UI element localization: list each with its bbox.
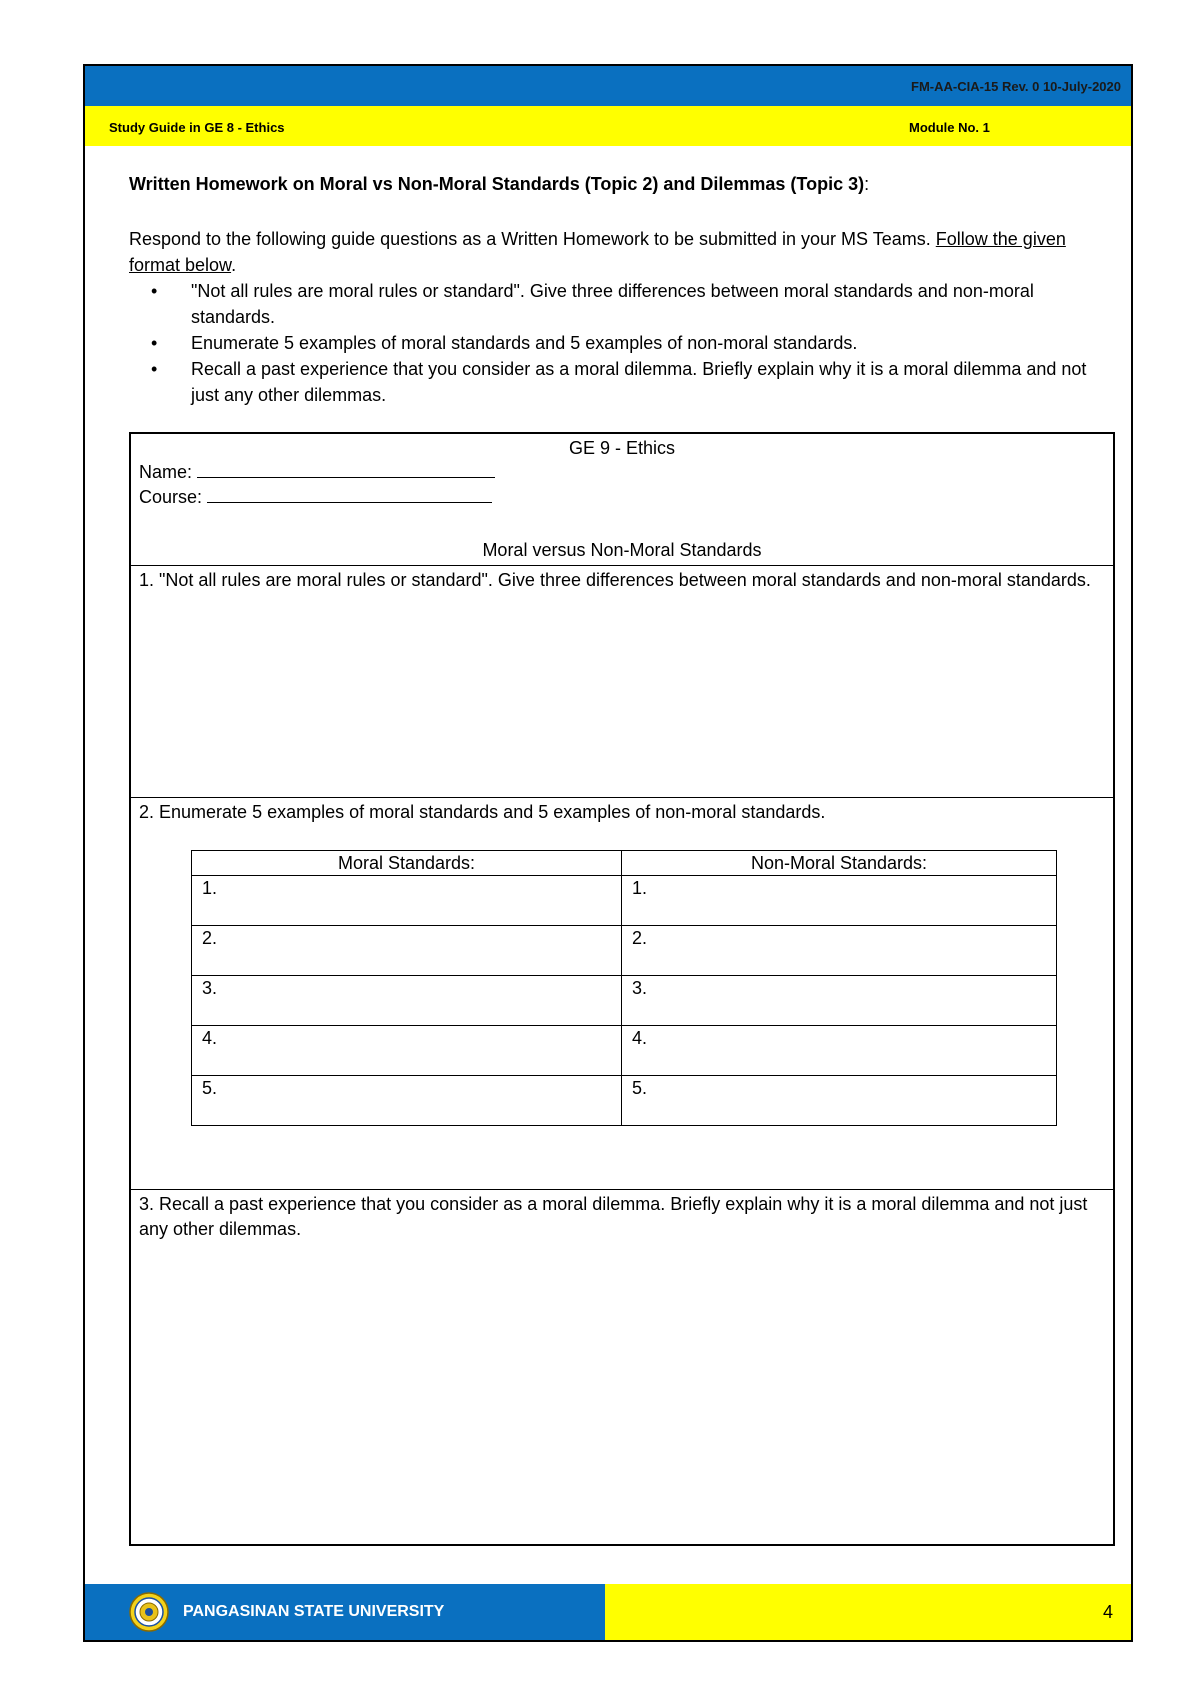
footer bbox=[85, 1584, 1131, 1640]
table-row bbox=[192, 1076, 1057, 1126]
course-title: GE 9 - Ethics bbox=[568, 438, 676, 458]
non-moral-cell[interactable]: 3. bbox=[622, 976, 1057, 1026]
non-moral-cell[interactable]: 1. bbox=[622, 876, 1057, 926]
question-3-box[interactable] bbox=[131, 1190, 1113, 1544]
homework-instructions bbox=[129, 226, 1089, 408]
list-item: • Enumerate 5 examples of moral standards and 5 examples of non-moral standards. bbox=[129, 330, 1089, 356]
moral-cell[interactable]: 5. bbox=[192, 1076, 622, 1126]
guide-questions-list bbox=[129, 278, 1089, 408]
study-guide-title: Study Guide in GE 8 - Ethics bbox=[109, 120, 285, 135]
bullet-icon: • bbox=[151, 359, 158, 379]
instructions-paragraph: Respond to the following guide questions as a Written Homework to be submitted in your MS Teams. Follow the given format below. bbox=[129, 229, 1066, 275]
footer-blue-band bbox=[85, 1584, 605, 1640]
bullet-icon: • bbox=[151, 281, 158, 301]
standards-table bbox=[191, 850, 1057, 1126]
question-1-text: 1. "Not all rules are moral rules or standard". Give three differences between moral standards and non-moral standards. bbox=[139, 570, 1091, 590]
non-moral-cell[interactable]: 4. bbox=[622, 1026, 1057, 1076]
homework-title: Written Homework on Moral vs Non-Moral Standards (Topic 2) and Dilemmas (Topic 3): bbox=[129, 174, 870, 194]
form-code: FM-AA-CIA-15 Rev. 0 10-July-2020 bbox=[911, 79, 1121, 94]
moral-cell[interactable]: 4. bbox=[192, 1026, 622, 1076]
moral-cell[interactable]: 1. bbox=[192, 876, 622, 926]
section-title: Moral versus Non-Moral Standards bbox=[482, 540, 762, 560]
footer-yellow-band bbox=[605, 1584, 1131, 1640]
document-page bbox=[83, 64, 1133, 1642]
bullet-icon: • bbox=[151, 333, 158, 353]
list-item: • Recall a past experience that you consider as a moral dilemma. Briefly explain why it is a moral dilemma and not just any other dilemmas. bbox=[129, 356, 1089, 408]
name-field[interactable]: Name: bbox=[139, 462, 495, 483]
non-moral-cell[interactable]: 2. bbox=[622, 926, 1057, 976]
question-2-box bbox=[131, 798, 1113, 1190]
table-row bbox=[192, 976, 1057, 1026]
answer-worksheet bbox=[129, 432, 1115, 1546]
list-item: • "Not all rules are moral rules or standard". Give three differences between moral standards and non-moral standards. bbox=[129, 278, 1089, 330]
moral-cell[interactable]: 2. bbox=[192, 926, 622, 976]
table-row bbox=[192, 1026, 1057, 1076]
moral-standards-header: Moral Standards: bbox=[192, 851, 622, 876]
question-1-box[interactable] bbox=[131, 566, 1113, 798]
non-moral-standards-header: Non-Moral Standards: bbox=[622, 851, 1057, 876]
course-blank[interactable] bbox=[207, 502, 492, 503]
course-field[interactable]: Course: bbox=[139, 487, 492, 508]
university-seal-icon bbox=[129, 1592, 169, 1632]
moral-cell[interactable]: 3. bbox=[192, 976, 622, 1026]
format-note: Follow the given format below bbox=[129, 229, 1066, 275]
question-2-text: 2. Enumerate 5 examples of moral standards and 5 examples of non-moral standards. bbox=[139, 802, 826, 822]
module-number: Module No. 1 bbox=[909, 120, 990, 135]
non-moral-cell[interactable]: 5. bbox=[622, 1076, 1057, 1126]
table-row bbox=[192, 926, 1057, 976]
worksheet-header bbox=[131, 434, 1113, 566]
question-3-text: 3. Recall a past experience that you consider as a moral dilemma. Briefly explain why it is a moral dilemma and not just any other dilemmas. bbox=[139, 1194, 1088, 1239]
university-name: PANGASINAN STATE UNIVERSITY bbox=[183, 1603, 445, 1620]
name-blank[interactable] bbox=[197, 477, 495, 478]
page-number: 4 bbox=[1102, 1602, 1113, 1622]
header-blue-band bbox=[85, 66, 1131, 106]
table-row bbox=[192, 876, 1057, 926]
